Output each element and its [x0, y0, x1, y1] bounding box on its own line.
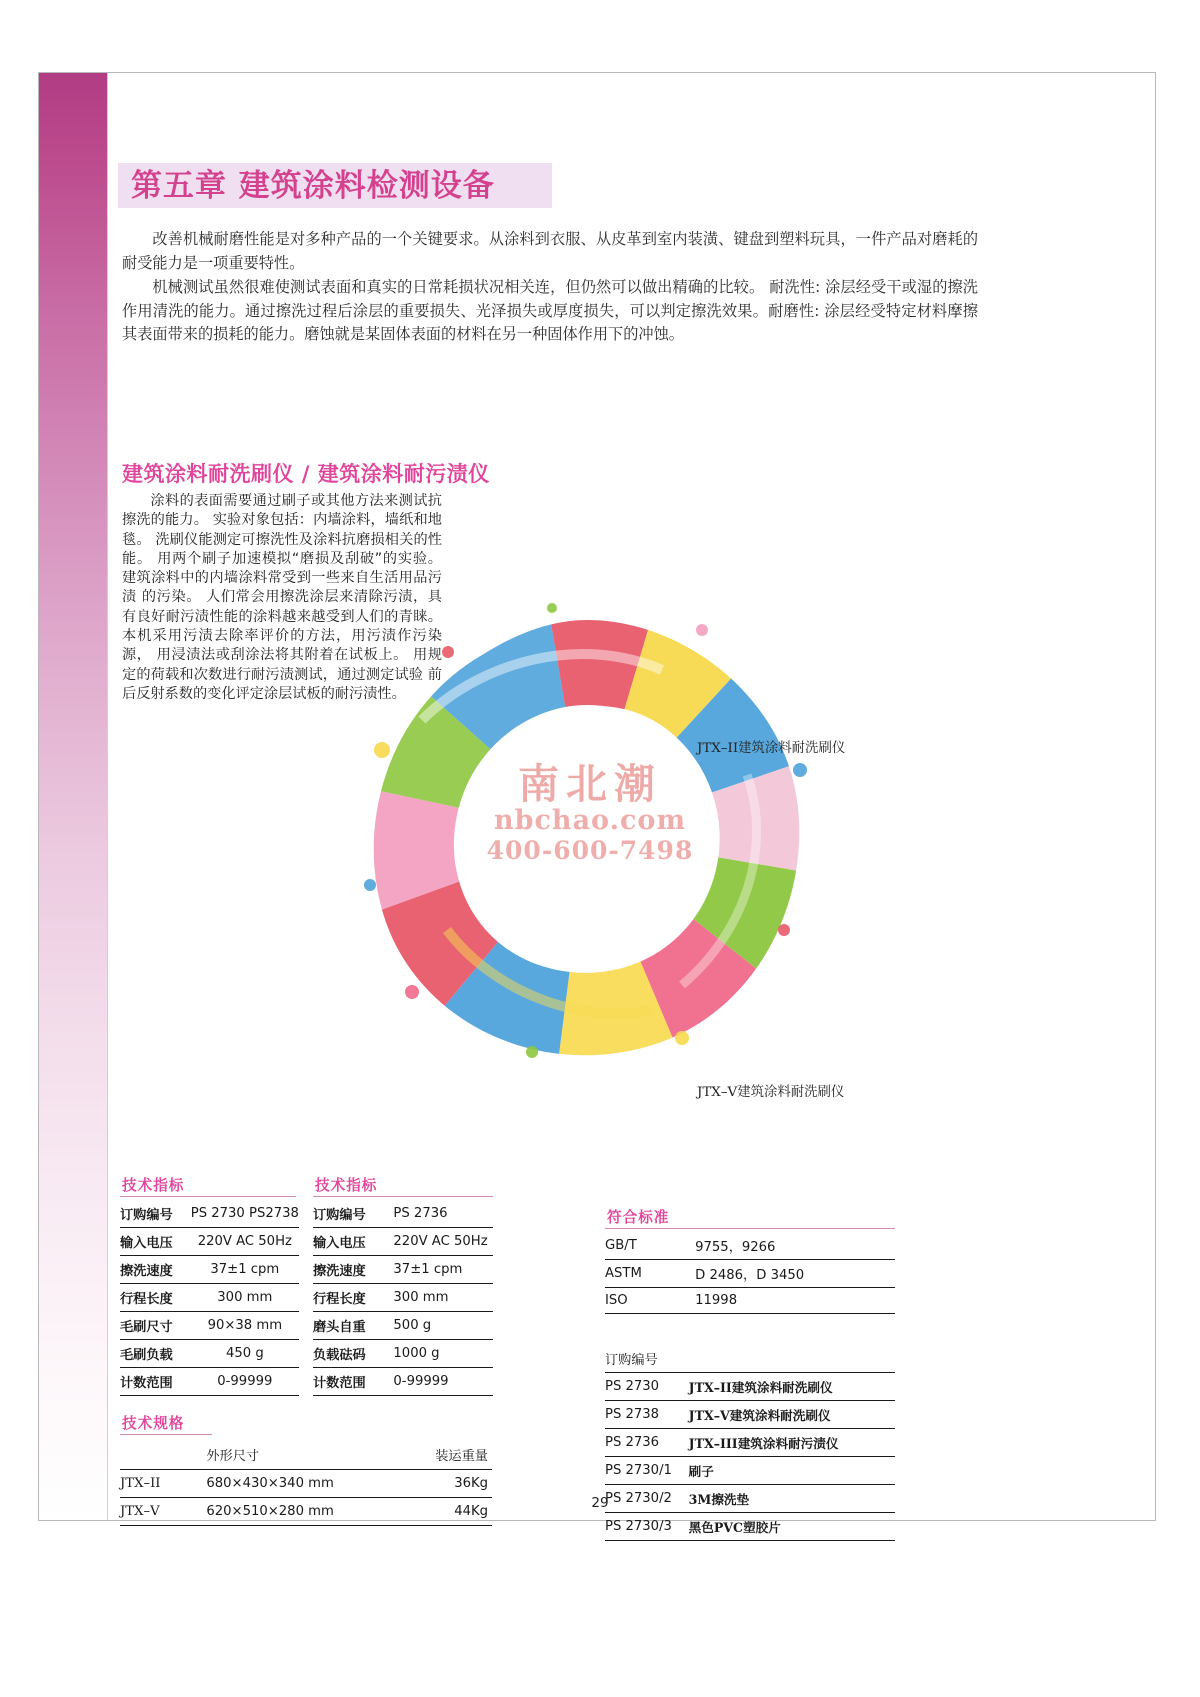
table-row	[313, 1200, 493, 1228]
order-name: JTX–II建筑涂料耐洗刷仪	[679, 1373, 895, 1401]
standards-table-heading: 符合标准	[607, 1209, 670, 1226]
row-value: PS 2736	[385, 1200, 493, 1228]
intro-text	[122, 228, 978, 347]
row-label: 订购编号	[313, 1200, 385, 1228]
standard-value: 11998	[681, 1288, 895, 1314]
standard-name: ISO	[605, 1288, 681, 1314]
row-value: 0-99999	[183, 1368, 299, 1396]
table-row	[605, 1401, 895, 1429]
row-value: 37±1 cpm	[385, 1256, 493, 1284]
spec-table	[120, 1440, 492, 1526]
table-row	[313, 1284, 493, 1312]
cell-weight: 36Kg	[408, 1470, 492, 1498]
table-row	[120, 1470, 492, 1498]
page-number: 29	[591, 1495, 609, 1511]
order-table-heading-blank	[679, 1345, 895, 1373]
order-code: PS 2730	[605, 1373, 679, 1401]
intro-paragraph-1: 改善机械耐磨性能是对多种产品的一个关键要求。从涂料到衣服、从皮革到室内装潢、键盘到塑料玩具，一件产品对磨耗的耐受能力是一项重要特性。	[122, 230, 978, 272]
standards-table	[605, 1232, 895, 1314]
table-row	[120, 1200, 299, 1228]
standard-value: 9755，9266	[681, 1232, 895, 1260]
table-row	[605, 1373, 895, 1401]
order-code: PS 2730/2	[605, 1485, 679, 1513]
standard-name: ASTM	[605, 1260, 681, 1288]
table-header-row	[120, 1440, 492, 1470]
order-number-table	[605, 1345, 895, 1541]
row-label: 负载砝码	[313, 1340, 385, 1368]
left-gradient-bar	[39, 73, 107, 1520]
order-code: PS 2730/1	[605, 1457, 679, 1485]
table-row	[605, 1232, 895, 1260]
row-value: PS 2730 PS2738	[183, 1200, 299, 1228]
row-label: 输入电压	[120, 1228, 183, 1256]
table-row	[605, 1429, 895, 1457]
figure-caption-1: JTX–II建筑涂料耐洗刷仪	[697, 741, 846, 756]
row-value: 300 mm	[183, 1284, 299, 1312]
order-code: PS 2738	[605, 1401, 679, 1429]
tech-table-1-heading: 技术指标	[122, 1177, 185, 1194]
col-header-model	[120, 1440, 194, 1470]
standard-value: D 2486，D 3450	[681, 1260, 895, 1288]
row-value: 450 g	[183, 1340, 299, 1368]
cell-model: JTX–II	[120, 1470, 194, 1498]
table-row	[120, 1284, 299, 1312]
row-label: 订购编号	[120, 1200, 183, 1228]
order-name: 刷子	[679, 1457, 895, 1485]
row-label: 毛刷尺寸	[120, 1312, 183, 1340]
table-row	[313, 1312, 493, 1340]
row-label: 行程长度	[313, 1284, 385, 1312]
spec-table-heading: 技术规格	[122, 1415, 185, 1432]
order-table-heading: 订购编号	[605, 1345, 679, 1373]
paint-splash-image	[352, 600, 822, 1070]
row-label: 行程长度	[120, 1284, 183, 1312]
row-label: 计数范围	[120, 1368, 183, 1396]
tech-table-1-rule	[120, 1196, 296, 1197]
table-row	[120, 1368, 299, 1396]
col-header-weight: 装运重量	[408, 1440, 492, 1470]
watermark-phone: 400-600-7498	[486, 836, 694, 865]
table-row	[605, 1457, 895, 1485]
row-value: 90×38 mm	[183, 1312, 299, 1340]
standards-table-rule	[605, 1228, 895, 1229]
watermark-site: nbchao.com	[493, 805, 687, 836]
row-value: 0-99999	[385, 1368, 493, 1396]
intro-paragraph-2: 机械测试虽然很难使测试表面和真实的日常耗损状况相关连，但仍然可以做出精确的比较。 耐洗性: 涂层经受干或湿的擦洗作用清洗的能力。通过擦洗过程后涂层的重要损失、光泽损失或厚度损失，可以判定擦洗效果。耐磨性: 涂层经受特定材料摩擦其表面带来的损耗的能力。磨蚀就是某固体表面的材料在另一种固体作用下的冲蚀。	[122, 278, 978, 344]
row-value: 1000 g	[385, 1340, 493, 1368]
chapter-title: 第五章 建筑涂料检测设备	[131, 168, 495, 204]
row-value: 500 g	[385, 1312, 493, 1340]
row-value: 37±1 cpm	[183, 1256, 299, 1284]
table-row	[605, 1288, 895, 1314]
order-name: JTX–V建筑涂料耐洗刷仪	[679, 1401, 895, 1429]
table-row	[313, 1256, 493, 1284]
watermark-brand: 南北潮	[518, 760, 662, 808]
table-row	[313, 1228, 493, 1256]
cell-dimensions: 680×430×340 mm	[194, 1470, 407, 1498]
order-name: 黑色PVC塑胶片	[679, 1513, 895, 1541]
row-label: 擦洗速度	[120, 1256, 183, 1284]
row-label: 输入电压	[313, 1228, 385, 1256]
table-row	[120, 1228, 299, 1256]
row-value: 220V AC 50Hz	[183, 1228, 299, 1256]
spine-divider	[107, 73, 108, 1520]
table-row	[120, 1256, 299, 1284]
row-label: 计数范围	[313, 1368, 385, 1396]
table-row	[605, 1260, 895, 1288]
spec-table-rule	[120, 1434, 212, 1435]
standard-name: GB/T	[605, 1232, 681, 1260]
product-section-heading: 建筑涂料耐洗刷仪 / 建筑涂料耐污渍仪	[122, 461, 490, 486]
cell-model: JTX–V	[120, 1498, 194, 1526]
order-name: JTX–III建筑涂料耐污渍仪	[679, 1429, 895, 1457]
row-value: 300 mm	[385, 1284, 493, 1312]
col-header-dimensions: 外形尺寸	[194, 1440, 407, 1470]
tech-table-2-heading: 技术指标	[315, 1177, 378, 1194]
figure-caption-2: JTX–V建筑涂料耐洗刷仪	[697, 1085, 845, 1100]
cell-weight: 44Kg	[408, 1498, 492, 1526]
row-value: 220V AC 50Hz	[385, 1228, 493, 1256]
row-label: 毛刷负载	[120, 1340, 183, 1368]
table-row	[313, 1340, 493, 1368]
table-row	[120, 1312, 299, 1340]
row-label: 擦洗速度	[313, 1256, 385, 1284]
table-row	[605, 1513, 895, 1541]
row-label: 磨头自重	[313, 1312, 385, 1340]
order-code: PS 2736	[605, 1429, 679, 1457]
table-row	[120, 1340, 299, 1368]
order-name: 3M擦洗垫	[679, 1485, 895, 1513]
tech-table-2	[313, 1200, 493, 1396]
cell-dimensions: 620×510×280 mm	[194, 1498, 407, 1526]
order-code: PS 2730/3	[605, 1513, 679, 1541]
table-row	[313, 1368, 493, 1396]
tech-table-2-rule	[313, 1196, 493, 1197]
tech-table-1	[120, 1200, 299, 1396]
table-header-row	[605, 1345, 895, 1373]
product-description: 涂料的表面需要通过刷子或其他方法来测试抗擦洗的能力。 实验对象包括：内墙涂料，墙纸和地毯。 洗刷仪能测定可擦洗性及涂料抗磨损相关的性能。 用两个刷子加速模拟“磨损及刮破”的实验。 建筑涂料中的内墙涂料常受到一些来自生活用品污渍 的污染。 人们常会用擦洗涂层来清除污渍，具有良好耐污渍性能的涂料越来越受到人们的青睐。 本机采用污渍去除率评价的方法，用污渍作污染源， 用浸渍法或刮涂法将其附着在试板上。 用规定的荷载和次数进行耐污渍测试，通过测定试验 前后反射系数的变化评定涂层试板的耐污渍性。	[122, 493, 442, 702]
